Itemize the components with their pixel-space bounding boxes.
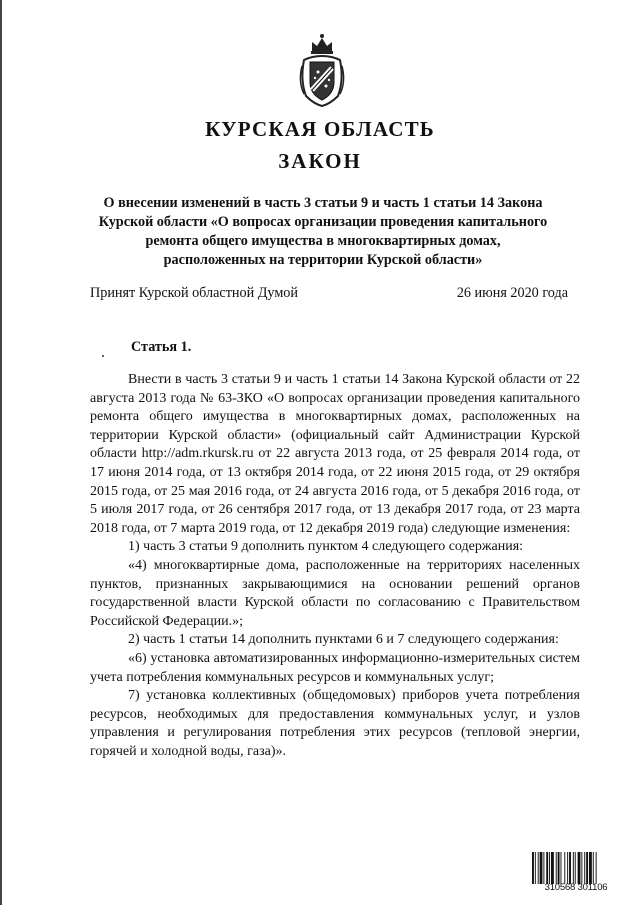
region-name: КУРСКАЯ ОБЛАСТЬ xyxy=(205,117,435,141)
article-paragraph: Внести в часть 3 статьи 9 и часть 1 статьи 14 Закона Курской области от 22 августа 2013 года № 63-ЗКО «О вопросах организации проведения капитального ремонта общего имущества в многоквартирных домах, расположенных на территории Курской области» (официальный сайт Администрации Курской области http://adm.rkursk.ru от 22 августа 2013 года, от 25 февраля 2014 года, от 17 июня 2014 года, от 13 октября 2014 года, от 22 июня 2015 года, от 29 октября 2015 года, от 25 мая 2016 года, от 24 августа 2016 года, от 5 декабря 2016 года, от 5 июля 2017 года, от 26 сентября 2017 года, от 13 декабря 2017 года, от 23 марта 2018 года, от 7 марта 2019 года, от 12 декабря 2019 года) следующие изменения: xyxy=(90,372,580,536)
law-title-line: Курской области «О вопросах организации проведения капитального xyxy=(98,214,548,230)
kursk-coat-of-arms-icon xyxy=(298,30,346,110)
article-body xyxy=(90,371,580,761)
law-title-line: расположенных на территории Курской области» xyxy=(163,252,483,268)
article-paragraph: «6) установка автоматизированных информационно-измерительных систем учета потребления коммунальных ресурсов и коммунальных услуг; xyxy=(90,650,580,685)
article-paragraph: 1) часть 3 статьи 9 дополнить пунктом 4 следующего содержания: xyxy=(128,539,524,555)
document-type: ЗАКОН xyxy=(278,149,362,173)
law-title-line: О внесении изменений в часть 3 статьи 9 и часть 1 статьи 14 Закона xyxy=(103,195,543,211)
barcode-icon xyxy=(532,852,620,884)
article-paragraph: 2) часть 1 статьи 14 дополнить пунктами 6 и 7 следующего содержания: xyxy=(128,632,559,648)
article-paragraph: «4) многоквартирные дома, расположенные на территориях населенных пунктов, признанных закрывающимися на основании решений органов государственной власти Курской области по согласованию с Правительством Российской Федерации.»; xyxy=(90,557,580,629)
article-heading: Статья 1. xyxy=(131,339,192,355)
barcode-number: 310568 301106 xyxy=(544,882,608,893)
stray-dot xyxy=(102,355,104,357)
article-paragraph: 7) установка коллективных (общедомовых) приборов учета потребления ресурсов, необходимых для предоставления коммунальных услуг, и узлов управления и регулирования потребления этих ресурсов (тепловой энергии, горячей и холодной воды, газа)». xyxy=(90,688,580,759)
law-title xyxy=(78,194,568,270)
adopted-by: Принят Курской областной Думой xyxy=(90,285,298,301)
law-title-line: ремонта общего имущества в многоквартирных домах, xyxy=(145,233,501,249)
barcode xyxy=(532,852,620,894)
adoption-date: 26 июня 2020 года xyxy=(456,285,568,301)
